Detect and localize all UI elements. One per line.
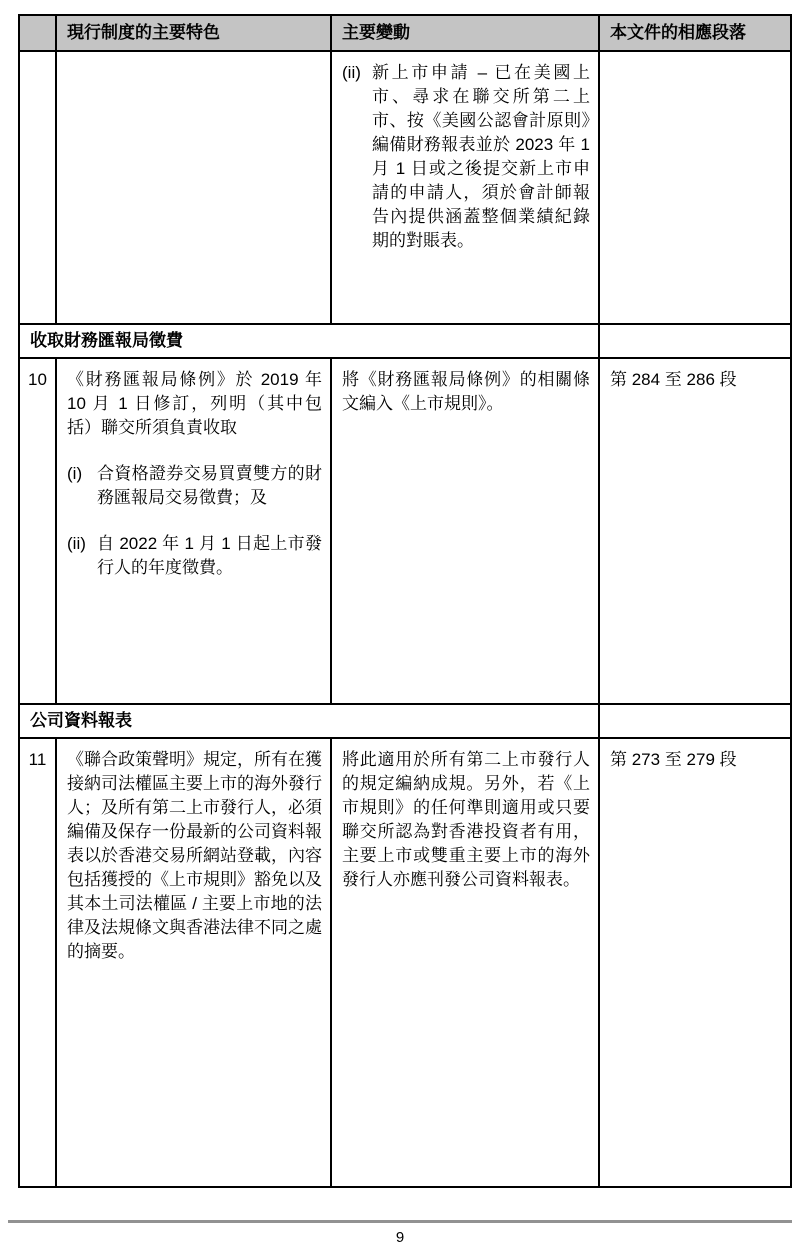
list-item-marker: (ii) [342, 63, 361, 82]
list-item-text: 合資格證券交易買賣雙方的財務匯報局交易徵費；及 [97, 464, 322, 507]
row-number-cell: 11 [19, 738, 56, 1187]
cell-paragraph: 《財務匯報局條例》於 2019 年 10 月 1 日修訂，列明（其中包括）聯交所須負責收取 [67, 370, 322, 437]
table-row-10 [19, 358, 791, 704]
key-changes-cell [331, 51, 599, 324]
list-item-text: 新上市申請 – 已在美國上市、尋求在聯交所第二上市、按《美國公認會計原則》編備財務報表並於 2023 年 1 月 1 日或之後提交新上市申請的申請人，須於會計師報告內提供涵蓋整個業績紀錄期的對賬表。 [372, 63, 590, 250]
key-changes-cell: 將此適用於所有第二上市發行人的規定編納成規。另外，若《上市規則》的任何準則適用或只要聯交所認為對香港投資者有用，主要上市或雙重主要上市的海外發行人亦應刊發公司資料報表。 [331, 738, 599, 1187]
header-current-regime: 現行制度的主要特色 [56, 15, 331, 51]
header-key-changes: 主要變動 [331, 15, 599, 51]
table-row-continuation [19, 51, 791, 324]
list-item [67, 462, 322, 510]
list-item [342, 61, 590, 253]
current-regime-cell-empty [56, 51, 331, 324]
row-number-cell: 10 [19, 358, 56, 704]
current-regime-cell [56, 358, 331, 704]
row-number-cell [19, 51, 56, 324]
paragraph-refs-cell: 第 273 至 279 段 [599, 738, 791, 1187]
regime-comparison-table [18, 14, 792, 1188]
list-item-text: 自 2022 年 1 月 1 日起上市發行人的年度徵費。 [97, 534, 322, 577]
section-title: 收取財務匯報局徵費 [19, 324, 599, 358]
table-header-row [19, 15, 791, 51]
section-row-frc-levy [19, 324, 791, 358]
section-row-empty-cell [599, 324, 791, 358]
page-number: 9 [395, 1229, 405, 1246]
header-paragraph-refs: 本文件的相應段落 [599, 15, 791, 51]
table-row-11 [19, 738, 791, 1187]
header-row-number [19, 15, 56, 51]
list-item-marker: (i) [67, 464, 83, 483]
paragraph-refs-cell-empty [599, 51, 791, 324]
paragraph-refs-cell: 第 284 至 286 段 [599, 358, 791, 704]
footer-divider [8, 1220, 792, 1223]
key-changes-cell: 將《財務匯報局條例》的相關條文編入《上市規則》。 [331, 358, 599, 704]
list-item-marker: (ii) [67, 534, 86, 553]
section-title: 公司資料報表 [19, 704, 599, 738]
current-regime-cell: 《聯合政策聲明》規定，所有在獲接納司法權區主要上市的海外發行人；及所有第二上市發行人，必須編備及保存一份最新的公司資料報表以於香港交易所網站登載，內容包括獲授的《上市規則》豁免以及其本土司法權區 / 主要上市地的法律及法規條文與香港法律不同之處的摘要。 [56, 738, 331, 1187]
section-row-company-info-sheet [19, 704, 791, 738]
section-row-empty-cell [599, 704, 791, 738]
list-item [67, 532, 322, 580]
